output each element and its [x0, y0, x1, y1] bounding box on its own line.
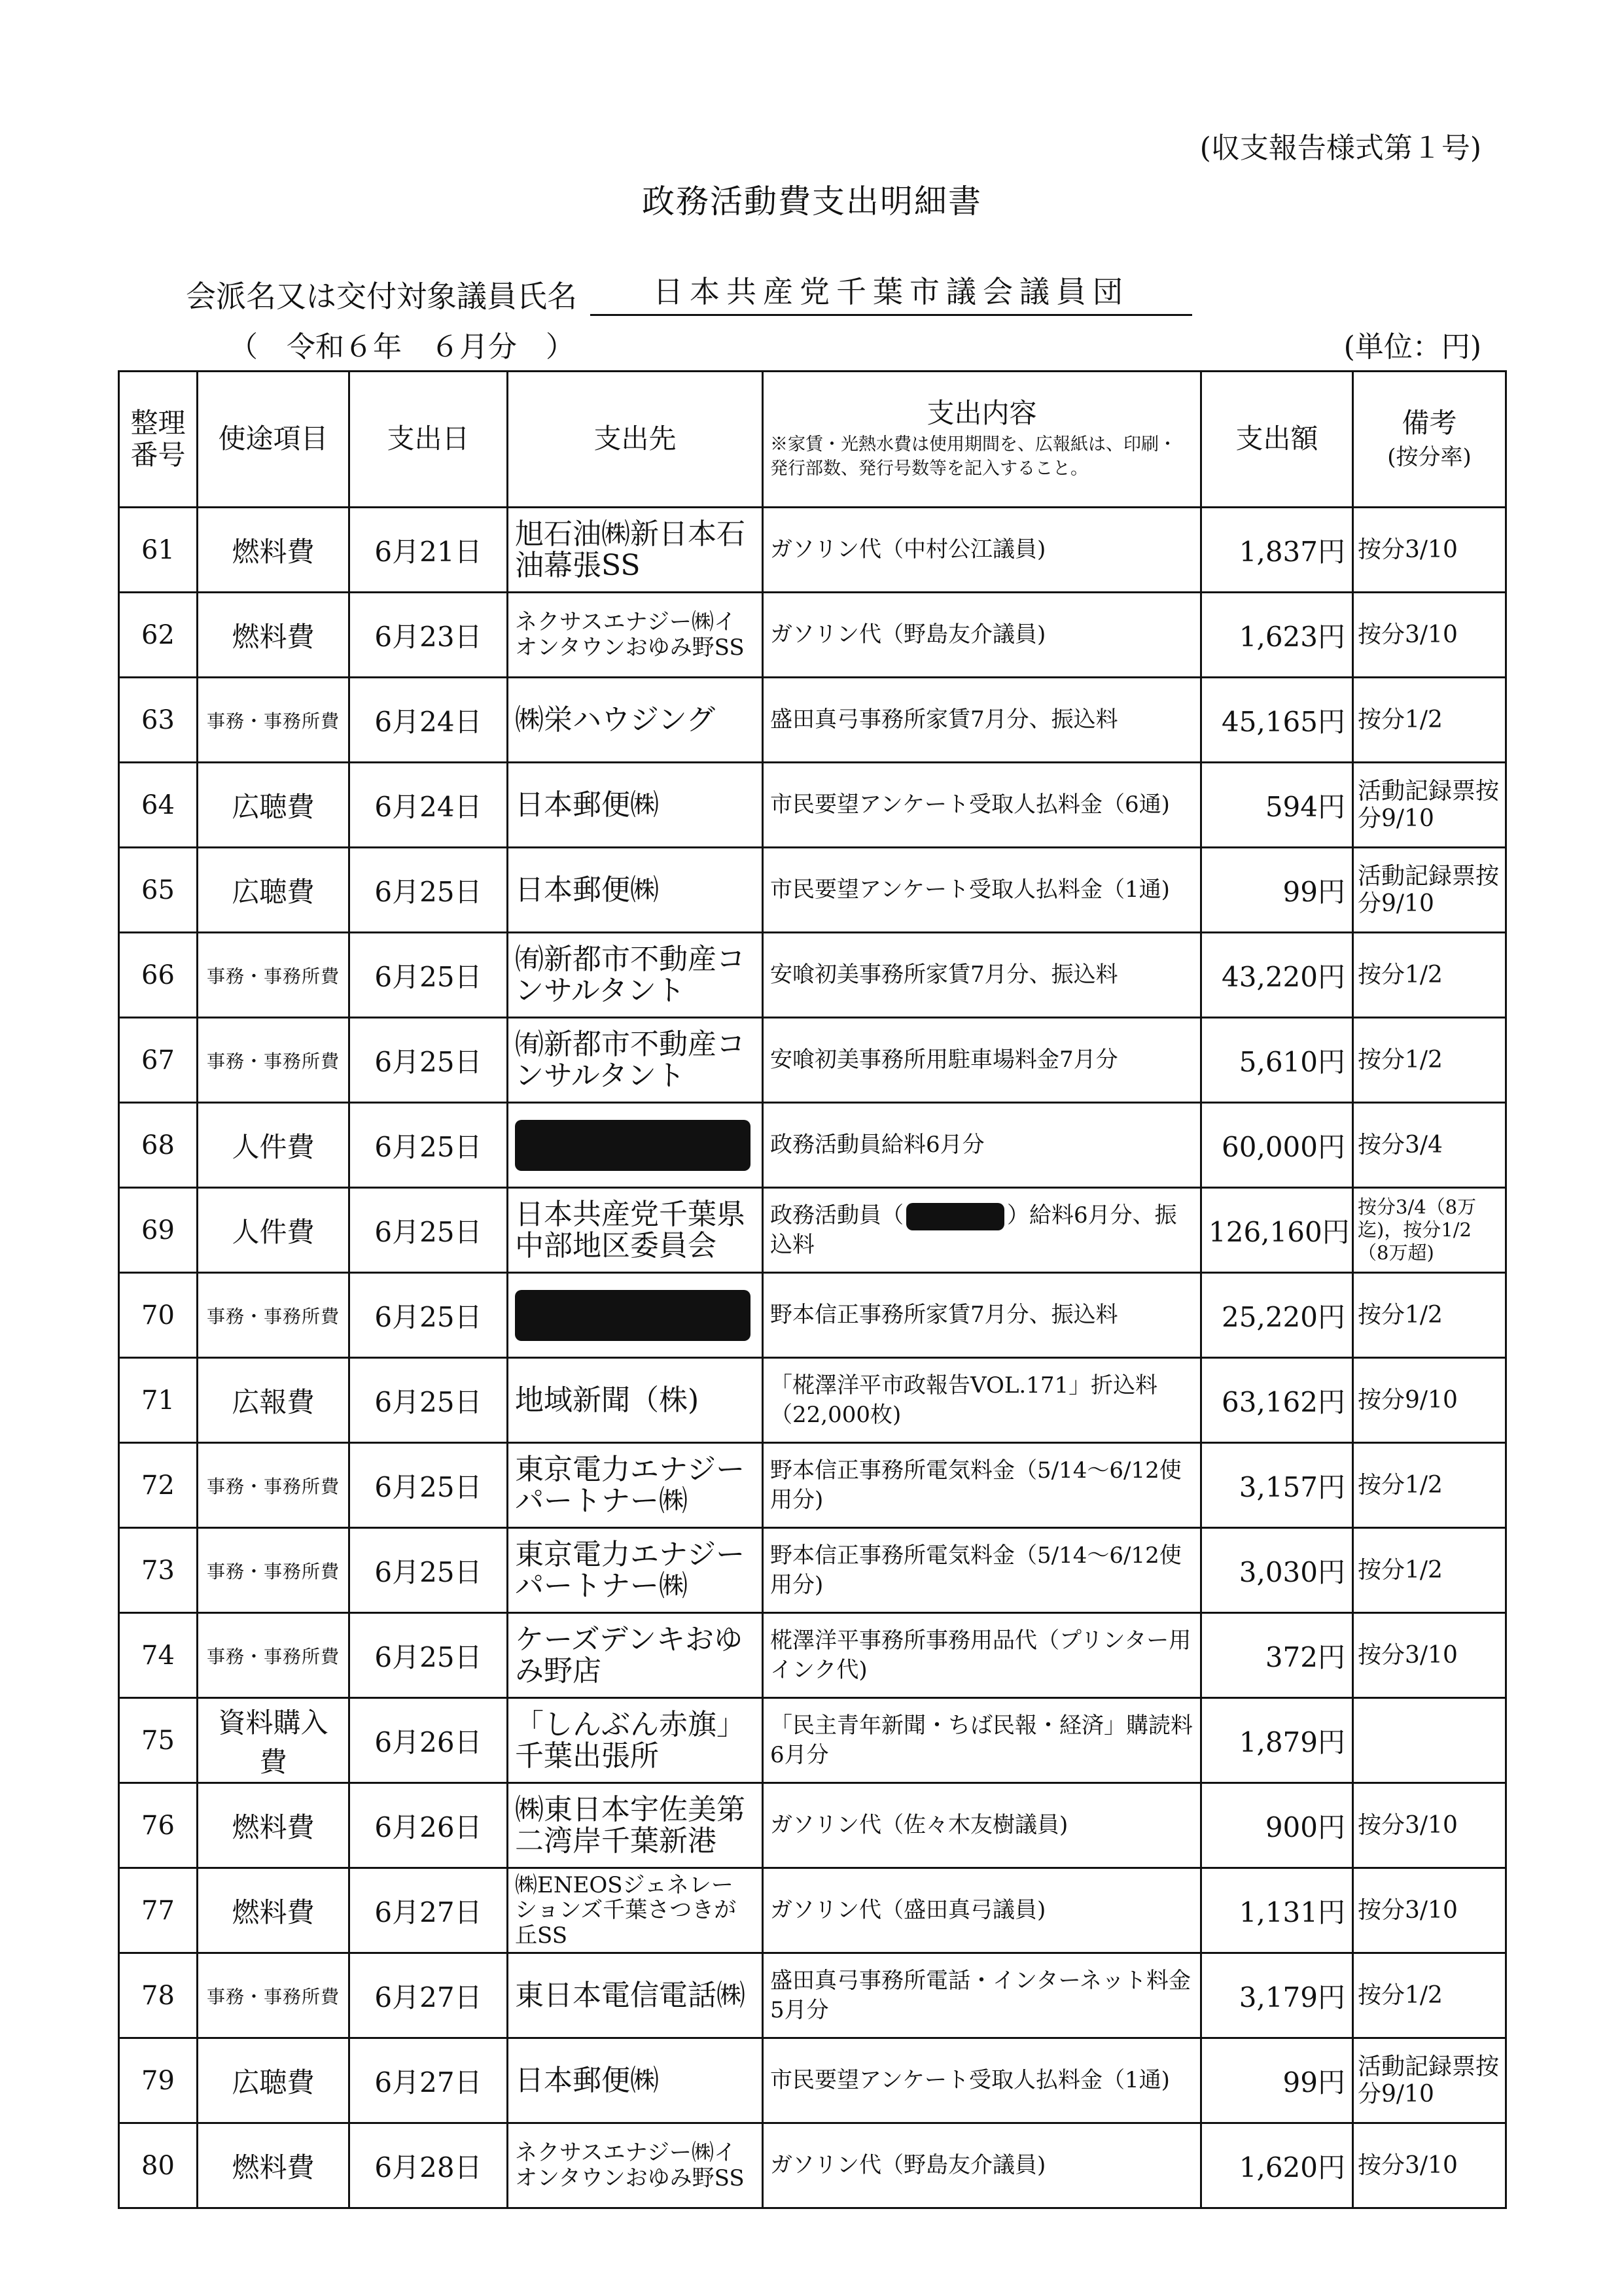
row-number: 72 — [119, 1443, 198, 1528]
row-category: 資料購入費 — [198, 1698, 349, 1783]
row-date: 6月27日 — [349, 2038, 508, 2123]
row-remarks: 按分1/2 — [1353, 1443, 1506, 1528]
row-amount: 1,837円 — [1201, 508, 1353, 593]
row-number: 66 — [119, 933, 198, 1018]
row-category: 燃料費 — [198, 593, 349, 678]
row-remarks: 按分3/10 — [1353, 2123, 1506, 2208]
row-category: 燃料費 — [198, 2123, 349, 2208]
row-payee: ㈱東日本宇佐美第二湾岸千葉新港 — [508, 1783, 763, 1868]
row-date: 6月26日 — [349, 1698, 508, 1783]
row-category: 人件費 — [198, 1188, 349, 1273]
header-content-note: ※家賃・光熱水費は使用期間を、広報紙は、印刷・発行部数、発行号数等を記入すること。 — [770, 434, 1176, 479]
row-amount: 594円 — [1201, 763, 1353, 848]
row-amount: 1,879円 — [1201, 1698, 1353, 1783]
row-date: 6月25日 — [349, 933, 508, 1018]
row-category: 燃料費 — [198, 1868, 349, 1953]
row-category: 事務・事務所費 — [198, 1273, 349, 1358]
row-amount: 43,220円 — [1201, 933, 1353, 1018]
table-row — [119, 1443, 1506, 1528]
row-amount: 99円 — [1201, 848, 1353, 933]
row-category: 事務・事務所費 — [198, 678, 349, 763]
header-date: 支出日 — [349, 372, 508, 508]
row-number: 79 — [119, 2038, 198, 2123]
redaction-block — [515, 1290, 750, 1341]
table-row — [119, 593, 1506, 678]
row-date: 6月25日 — [349, 1613, 508, 1698]
row-content-before: 政務活動員（ — [770, 1202, 904, 1228]
row-date: 6月26日 — [349, 1783, 508, 1868]
row-payee: 日本郵便㈱ — [508, 763, 763, 848]
row-content: ガソリン代（中村公江議員) — [763, 508, 1201, 593]
row-content: 「民主青年新聞・ちば民報・経済」購読料6月分 — [763, 1698, 1201, 1783]
table-row — [119, 1358, 1506, 1443]
row-number: 67 — [119, 1018, 198, 1103]
row-number: 64 — [119, 763, 198, 848]
row-payee — [508, 1103, 763, 1188]
row-amount: 3,179円 — [1201, 1953, 1353, 2038]
row-content: ガソリン代（佐々木友樹議員) — [763, 1783, 1201, 1868]
row-date: 6月27日 — [349, 1953, 508, 2038]
row-remarks: 按分3/4 — [1353, 1103, 1506, 1188]
row-payee: ㈲新都市不動産コンサルタント — [508, 1018, 763, 1103]
row-number: 70 — [119, 1273, 198, 1358]
row-number: 78 — [119, 1953, 198, 2038]
row-date: 6月25日 — [349, 1273, 508, 1358]
header-remarks-title: 備考 — [1402, 407, 1457, 440]
table-row — [119, 1868, 1506, 1953]
row-remarks: 活動記録票按分9/10 — [1353, 848, 1506, 933]
row-number: 69 — [119, 1188, 198, 1273]
table-row — [119, 1273, 1506, 1358]
row-category: 広聴費 — [198, 763, 349, 848]
table-header-row — [119, 372, 1506, 508]
row-remarks — [1353, 1698, 1506, 1783]
header-remarks-sub: (按分率) — [1387, 444, 1472, 470]
row-amount: 25,220円 — [1201, 1273, 1353, 1358]
expense-table — [118, 370, 1507, 2209]
redaction-block — [515, 1120, 750, 1171]
row-content: 椛澤洋平事務所事務用品代（プリンター用インク代) — [763, 1613, 1201, 1698]
row-category: 事務・事務所費 — [198, 1613, 349, 1698]
row-payee: ネクサスエナジー㈱イオンタウンおゆみ野SS — [508, 2123, 763, 2208]
row-payee — [508, 1273, 763, 1358]
row-amount: 60,000円 — [1201, 1103, 1353, 1188]
document-title: 政務活動費支出明細書 — [642, 183, 982, 220]
header-amount: 支出額 — [1201, 372, 1353, 508]
group-label: 会派名又は交付対象議員氏名 — [186, 279, 577, 314]
row-amount: 900円 — [1201, 1783, 1353, 1868]
table-row — [119, 1613, 1506, 1698]
row-payee: ケーズデンキおゆみ野店 — [508, 1613, 763, 1698]
table-row — [119, 1528, 1506, 1613]
row-remarks: 按分1/2 — [1353, 1018, 1506, 1103]
row-content: 野本信正事務所電気料金（5/14～6/12使用分) — [763, 1528, 1201, 1613]
period: （ 令和６年 ６月分 ） — [229, 330, 574, 364]
table-row — [119, 1698, 1506, 1783]
table-row — [119, 508, 1506, 593]
row-payee: 東京電力エナジーパートナー㈱ — [508, 1528, 763, 1613]
row-date: 6月24日 — [349, 678, 508, 763]
row-number: 68 — [119, 1103, 198, 1188]
row-content: 盛田真弓事務所家賃7月分、振込料 — [763, 678, 1201, 763]
header-category: 使途項目 — [198, 372, 349, 508]
header-payee: 支出先 — [508, 372, 763, 508]
table-row — [119, 1188, 1506, 1273]
row-category: 広聴費 — [198, 848, 349, 933]
row-payee: ㈲新都市不動産コンサルタント — [508, 933, 763, 1018]
row-number: 71 — [119, 1358, 198, 1443]
row-category: 事務・事務所費 — [198, 933, 349, 1018]
header-remarks — [1353, 372, 1506, 508]
row-category: 広報費 — [198, 1358, 349, 1443]
row-number: 65 — [119, 848, 198, 933]
row-amount: 126,160円 — [1201, 1188, 1353, 1273]
row-content: 「椛澤洋平市政報告VOL.171」折込料（22,000枚) — [763, 1358, 1201, 1443]
table-row — [119, 1103, 1506, 1188]
row-remarks: 按分3/10 — [1353, 1783, 1506, 1868]
row-number: 61 — [119, 508, 198, 593]
row-category: 事務・事務所費 — [198, 1018, 349, 1103]
row-remarks: 按分1/2 — [1353, 678, 1506, 763]
row-payee: ㈱ENEOSジェネレーションズ千葉さつきが丘SS — [508, 1868, 763, 1953]
row-number: 75 — [119, 1698, 198, 1783]
row-amount: 3,030円 — [1201, 1528, 1353, 1613]
row-amount: 5,610円 — [1201, 1018, 1353, 1103]
form-number: (収支報告様式第１号) — [1199, 131, 1481, 165]
table-row — [119, 763, 1506, 848]
header-content-title: 支出内容 — [927, 396, 1037, 429]
row-remarks: 按分3/4（8万迄)，按分1/2（8万超) — [1353, 1188, 1506, 1273]
header-no: 整理番号 — [119, 372, 198, 508]
table-row — [119, 1953, 1506, 2038]
row-content: 安喰初美事務所用駐車場料金7月分 — [763, 1018, 1201, 1103]
row-amount: 3,157円 — [1201, 1443, 1353, 1528]
row-payee: 東日本電信電話㈱ — [508, 1953, 763, 2038]
row-content: 盛田真弓事務所電話・インターネット料金5月分 — [763, 1953, 1201, 2038]
row-date: 6月28日 — [349, 2123, 508, 2208]
row-category: 広聴費 — [198, 2038, 349, 2123]
table-row — [119, 1783, 1506, 1868]
row-remarks: 按分1/2 — [1353, 1953, 1506, 2038]
row-amount: 45,165円 — [1201, 678, 1353, 763]
row-content — [763, 1188, 1201, 1273]
group-line — [186, 268, 1192, 316]
row-date: 6月25日 — [349, 1358, 508, 1443]
row-payee: 旭石油㈱新日本石油幕張SS — [508, 508, 763, 593]
group-name: 日本共産党千葉市議会議員団 — [590, 268, 1192, 316]
row-date: 6月21日 — [349, 508, 508, 593]
row-date: 6月27日 — [349, 1868, 508, 1953]
row-remarks: 按分9/10 — [1353, 1358, 1506, 1443]
table-row — [119, 2038, 1506, 2123]
row-payee: 地域新聞（株) — [508, 1358, 763, 1443]
table-row — [119, 933, 1506, 1018]
row-content: 政務活動員給料6月分 — [763, 1103, 1201, 1188]
row-number: 62 — [119, 593, 198, 678]
row-content: 野本信正事務所電気料金（5/14～6/12使用分) — [763, 1443, 1201, 1528]
row-amount: 99円 — [1201, 2038, 1353, 2123]
row-number: 80 — [119, 2123, 198, 2208]
table-row — [119, 678, 1506, 763]
row-amount: 1,623円 — [1201, 593, 1353, 678]
row-category: 事務・事務所費 — [198, 1953, 349, 2038]
row-category: 燃料費 — [198, 1783, 349, 1868]
row-remarks: 按分1/2 — [1353, 1273, 1506, 1358]
row-category: 燃料費 — [198, 508, 349, 593]
row-content: ガソリン代（野島友介議員) — [763, 593, 1201, 678]
row-date: 6月25日 — [349, 1188, 508, 1273]
row-remarks: 按分3/10 — [1353, 508, 1506, 593]
row-date: 6月25日 — [349, 1443, 508, 1528]
row-remarks: 按分3/10 — [1353, 593, 1506, 678]
row-payee: 「しんぶん赤旗」千葉出張所 — [508, 1698, 763, 1783]
row-category: 事務・事務所費 — [198, 1528, 349, 1613]
row-content: 市民要望アンケート受取人払料金（1通) — [763, 848, 1201, 933]
row-payee: 東京電力エナジーパートナー㈱ — [508, 1443, 763, 1528]
row-payee: 日本郵便㈱ — [508, 2038, 763, 2123]
row-remarks: 按分1/2 — [1353, 1528, 1506, 1613]
table-row — [119, 1018, 1506, 1103]
row-remarks: 按分3/10 — [1353, 1613, 1506, 1698]
row-content: ガソリン代（盛田真弓議員) — [763, 1868, 1201, 1953]
row-amount: 1,620円 — [1201, 2123, 1353, 2208]
row-number: 76 — [119, 1783, 198, 1868]
row-payee: 日本郵便㈱ — [508, 848, 763, 933]
redaction-block — [906, 1203, 1004, 1230]
row-payee: 日本共産党千葉県中部地区委員会 — [508, 1188, 763, 1273]
row-date: 6月25日 — [349, 1103, 508, 1188]
header-content — [763, 372, 1201, 508]
row-date: 6月25日 — [349, 1528, 508, 1613]
row-remarks: 活動記録票按分9/10 — [1353, 763, 1506, 848]
row-number: 77 — [119, 1868, 198, 1953]
row-category: 人件費 — [198, 1103, 349, 1188]
unit-label: (単位：円) — [1343, 330, 1481, 364]
row-payee: ㈱栄ハウジング — [508, 678, 763, 763]
row-content-after: ）給料6月分、振込料 — [770, 1202, 1177, 1258]
row-number: 74 — [119, 1613, 198, 1698]
row-content: ガソリン代（野島友介議員) — [763, 2123, 1201, 2208]
table-row — [119, 848, 1506, 933]
row-content: 市民要望アンケート受取人払料金（6通) — [763, 763, 1201, 848]
row-date: 6月25日 — [349, 848, 508, 933]
table-body — [119, 508, 1506, 2208]
row-amount: 1,131円 — [1201, 1868, 1353, 1953]
row-date: 6月25日 — [349, 1018, 508, 1103]
row-remarks: 按分3/10 — [1353, 1868, 1506, 1953]
row-remarks: 按分1/2 — [1353, 933, 1506, 1018]
row-content: 安喰初美事務所家賃7月分、振込料 — [763, 933, 1201, 1018]
row-payee: ネクサスエナジー㈱イオンタウンおゆみ野SS — [508, 593, 763, 678]
row-category: 事務・事務所費 — [198, 1443, 349, 1528]
row-amount: 63,162円 — [1201, 1358, 1353, 1443]
row-content: 野本信正事務所家賃7月分、振込料 — [763, 1273, 1201, 1358]
row-amount: 372円 — [1201, 1613, 1353, 1698]
row-content: 市民要望アンケート受取人払料金（1通) — [763, 2038, 1201, 2123]
row-number: 63 — [119, 678, 198, 763]
table-row — [119, 2123, 1506, 2208]
row-remarks: 活動記録票按分9/10 — [1353, 2038, 1506, 2123]
row-date: 6月24日 — [349, 763, 508, 848]
row-date: 6月23日 — [349, 593, 508, 678]
row-number: 73 — [119, 1528, 198, 1613]
